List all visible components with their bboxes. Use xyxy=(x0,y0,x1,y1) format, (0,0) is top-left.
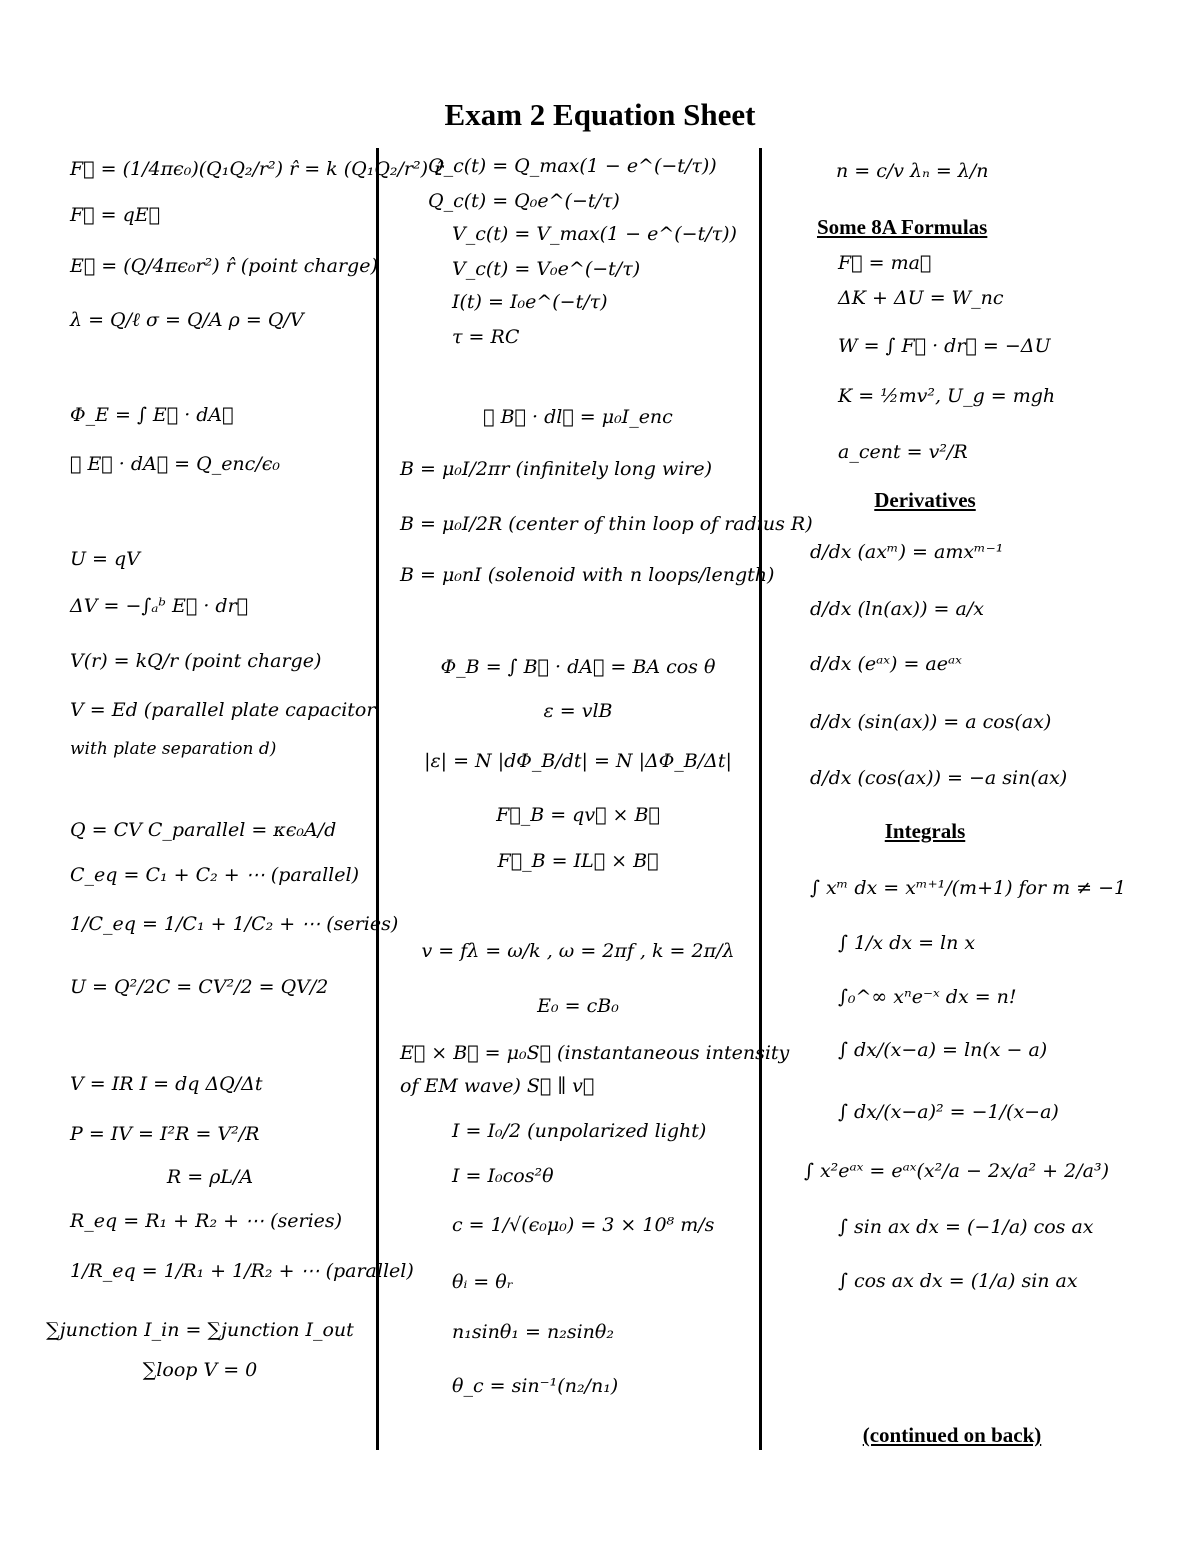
equation: I = I₀cos²θ xyxy=(452,1165,554,1187)
equation: c = 1/√(ϵ₀μ₀) = 3 × 10⁸ m/s xyxy=(452,1214,715,1236)
equation: V_c(t) = V₀e^(−t/τ) xyxy=(452,258,641,280)
equation: R_eq = R₁ + R₂ + ⋯ (series) xyxy=(70,1210,343,1232)
equation: ∮ B⃗ · dl⃗ = μ₀I_enc xyxy=(483,406,673,428)
equation: R = ρL/A xyxy=(166,1166,254,1188)
equation: ∫ dx/(x−a) = ln(x − a) xyxy=(838,1039,1048,1061)
equation: v = fλ = ω/k , ω = 2πf , k = 2π/λ xyxy=(421,940,735,962)
equation: V(r) = kQ/r (point charge) xyxy=(70,650,322,672)
equation: V = Ed (parallel plate capacitor xyxy=(70,699,376,721)
equation: F⃗ = qE⃗ xyxy=(70,204,161,226)
equation: d/dx (ln(ax)) = a/x xyxy=(810,598,984,620)
equation: ∑loop V = 0 xyxy=(142,1359,258,1381)
equation: Φ_E = ∫ E⃗ · dA⃗ xyxy=(70,404,234,426)
equation: B = μ₀I/2R (center of thin loop of radius R) xyxy=(400,513,813,535)
page-title: Exam 2 Equation Sheet xyxy=(444,97,756,132)
equation: n = c/v λₙ = λ/n xyxy=(836,160,989,182)
equation: F⃗ = (1/4πϵ₀)(Q₁Q₂/r²) r̂ = k (Q₁Q₂/r²) r̂ xyxy=(70,158,444,180)
heading-integrals: Integrals xyxy=(884,819,966,843)
equation: θᵢ = θᵣ xyxy=(452,1271,514,1293)
equation: d/dx (axᵐ) = amxᵐ⁻¹ xyxy=(810,541,1004,563)
equation: F⃗ = ma⃗ xyxy=(838,252,932,274)
equation: ΔV = −∫ₐᵇ E⃗ · dr⃗ xyxy=(70,595,249,617)
heading-derivatives: Derivatives xyxy=(874,488,976,512)
equation: Q_c(t) = Q_max(1 − e^(−t/τ)) xyxy=(428,155,717,177)
equation: P = IV = I²R = V²/R xyxy=(70,1123,260,1145)
equation: 1/C_eq = 1/C₁ + 1/C₂ + ⋯ (series) xyxy=(70,913,399,935)
equation: ε = vlB xyxy=(543,700,613,722)
column-divider-right xyxy=(759,148,762,1450)
equation: n₁sinθ₁ = n₂sinθ₂ xyxy=(452,1321,614,1343)
equation: Φ_B = ∫ B⃗ · dA⃗ = BA cos θ xyxy=(440,656,716,678)
equation: Q = CV C_parallel = κϵ₀A/d xyxy=(70,819,337,841)
equation: a_cent = v²/R xyxy=(838,441,968,463)
equation: with plate separation d) xyxy=(70,739,277,759)
column-divider-left xyxy=(376,148,379,1450)
heading-8a-formulas: Some 8A Formulas xyxy=(817,215,988,239)
equation: d/dx (cos(ax)) = −a sin(ax) xyxy=(810,767,1068,789)
equation: V_c(t) = V_max(1 − e^(−t/τ)) xyxy=(452,223,737,245)
equation: W = ∫ F⃗ · dr⃗ = −ΔU xyxy=(838,335,1051,357)
equation: ∫ sin ax dx = (−1/a) cos ax xyxy=(838,1216,1094,1238)
equation: V = IR I = dq ΔQ/Δt xyxy=(70,1073,263,1095)
equation: E⃗ × B⃗ = μ₀S⃗ (instantaneous intensity xyxy=(400,1042,790,1064)
equation: 1/R_eq = 1/R₁ + 1/R₂ + ⋯ (parallel) xyxy=(70,1260,414,1282)
equation: ∫ xᵐ dx = xᵐ⁺¹/(m+1) for m ≠ −1 xyxy=(810,877,1127,899)
equation: K = ½mv², U_g = mgh xyxy=(838,385,1056,407)
continued-on-back-note: (continued on back) xyxy=(862,1423,1042,1447)
equation: θ_c = sin⁻¹(n₂/n₁) xyxy=(452,1375,619,1397)
equation: ∫ dx/(x−a)² = −1/(x−a) xyxy=(838,1101,1059,1123)
equation: d/dx (sin(ax)) = a cos(ax) xyxy=(810,711,1052,733)
equation: λ = Q/ℓ σ = Q/A ρ = Q/V xyxy=(70,309,304,331)
equation: ∑junction I_in = ∑junction I_out xyxy=(46,1319,354,1341)
equation: I(t) = I₀e^(−t/τ) xyxy=(452,291,608,313)
equation: ∫ 1/x dx = ln x xyxy=(838,932,976,954)
equation: E⃗ = (Q/4πϵ₀r²) r̂ (point charge) xyxy=(70,255,378,277)
equation: ∫ x²eᵃˣ = eᵃˣ(x²/a − 2x/a² + 2/a³) xyxy=(804,1160,1109,1182)
equation: ΔK + ΔU = W_nc xyxy=(838,287,1004,309)
equation: E₀ = cB₀ xyxy=(537,995,619,1017)
equation: Q_c(t) = Q₀e^(−t/τ) xyxy=(428,190,620,212)
equation: ∮ E⃗ · dA⃗ = Q_enc/ϵ₀ xyxy=(70,453,280,475)
equation: C_eq = C₁ + C₂ + ⋯ (parallel) xyxy=(70,864,359,886)
equation: I = I₀/2 (unpolarized light) xyxy=(452,1120,707,1142)
equation: |ε| = N |dΦ_B/dt| = N |ΔΦ_B/Δt| xyxy=(424,750,732,772)
equation: B = μ₀nI (solenoid with n loops/length) xyxy=(400,564,775,586)
equation: U = Q²/2C = CV²/2 = QV/2 xyxy=(70,976,329,998)
equation: ∫ cos ax dx = (1/a) sin ax xyxy=(838,1270,1078,1292)
equation: B = μ₀I/2πr (infinitely long wire) xyxy=(400,458,713,480)
equation: of EM wave) S⃗ ∥ v⃗ xyxy=(400,1075,595,1097)
equation: F⃗_B = qv⃗ × B⃗ xyxy=(496,804,660,826)
equation: τ = RC xyxy=(452,326,520,348)
equation: ∫₀^∞ xⁿe⁻ˣ dx = n! xyxy=(838,986,1017,1008)
equation: U = qV xyxy=(70,548,140,570)
equation: d/dx (eᵃˣ) = aeᵃˣ xyxy=(810,653,962,675)
equation: F⃗_B = IL⃗ × B⃗ xyxy=(497,850,659,872)
